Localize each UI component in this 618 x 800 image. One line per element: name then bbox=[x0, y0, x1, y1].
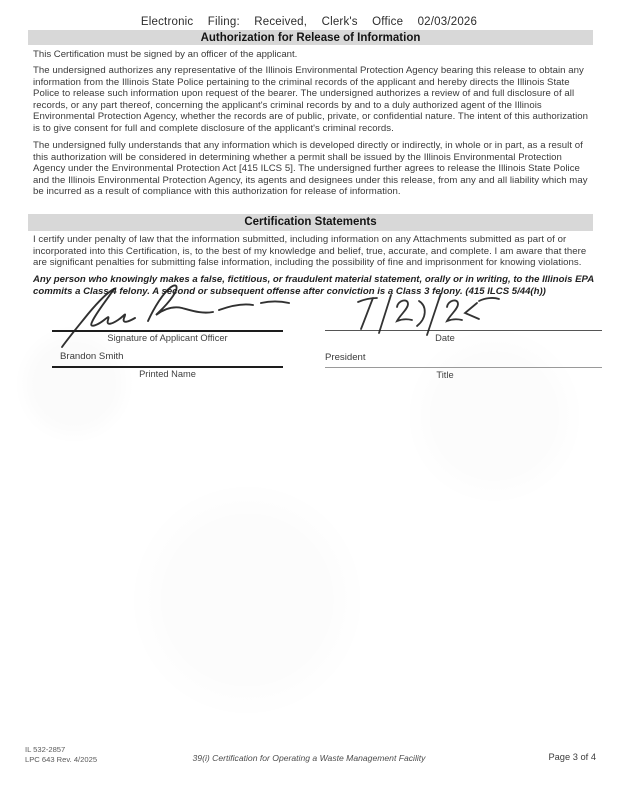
title-value: President bbox=[325, 352, 366, 363]
printed-name-value: Brandon Smith bbox=[60, 351, 124, 362]
date-line-label: Date bbox=[435, 333, 455, 343]
paragraph-authorization-2: The undersigned fully understands that any information which is developed directly or indirectly, in whole or in part, as a result of this authorization will be considered in determining whether a permit shall be issued by the Illinois Environmental Protection Agency under the Environmental Protection Act [415 ILCS 5]. The undersigned further agrees to release the Illinois State Police and the Illinois Environmental Protection Agency, its agents and designees under this release, from any and all liability which may be incurred as a result of compliance with this authorization for release of information. bbox=[33, 140, 588, 198]
title-label: Title bbox=[436, 370, 454, 380]
title-line bbox=[325, 367, 602, 368]
paragraph-certify: I certify under penalty of law that the information submitted, including information on any Attachments submitted as part of or incorporated into this Certification, is, to the best of my knowledge and belief, true, accurate, and complete. I am aware that there are significant penalties for submitting false information, including the possibility of fine and imprisonment for knowing violations. bbox=[33, 234, 587, 269]
paragraph-authorization-1: The undersigned authorizes any representative of the Illinois Environmental Protection Agency bearing this release to obtain any information from the Illinois State Police pertaining to the criminal records of the applicant and hereby directs the Illinois State Police to release such information upon request of the bearer. The undersigned authorizes a review of and full disclosure of all records, or any part thereof, concerning the applicant's criminal records by and to a duly authorized agent of the Illinois Environmental Protection Agency, whether the records are of public, private, or confidential nature. The intent of this authorization is to give consent for full and complete disclosure of the applicant's criminal records. bbox=[33, 65, 589, 134]
handwritten-signature bbox=[50, 280, 300, 350]
handwritten-date bbox=[352, 293, 504, 337]
footer-form-rev: LPC 643 Rev. 4/2025 bbox=[25, 754, 98, 764]
paragraph-felony-warning: Any person who knowingly makes a false, fictitious, or fraudulent material statement, orally or in writing, to the Illinois EPA commits a Class 4 felony. A second or subsequent offense after conviction is a Class 3 felony. (415 ILCS 5/44(h)) bbox=[33, 274, 594, 297]
footer-form-number: IL 532-2857 bbox=[25, 745, 66, 754]
footer-page-indicator: Page 3 of 4 bbox=[548, 752, 596, 762]
efiling-stamp: Electronic Filing: Received, Clerk's Office 02/03/2026 bbox=[140, 16, 478, 28]
printed-name-label: Printed Name bbox=[139, 369, 196, 379]
intro-line: This Certification must be signed by an officer of the applicant. bbox=[33, 49, 298, 60]
printed-name-line bbox=[52, 366, 283, 368]
section-header-authorization: Authorization for Release of Information bbox=[28, 30, 593, 45]
section-header-certification: Certification Statements bbox=[28, 214, 593, 231]
footer-doc-title: 39(i) Certification for Operating a Waste Management Facility bbox=[192, 753, 426, 763]
signature-line-label: Signature of Applicant Officer bbox=[107, 333, 228, 343]
